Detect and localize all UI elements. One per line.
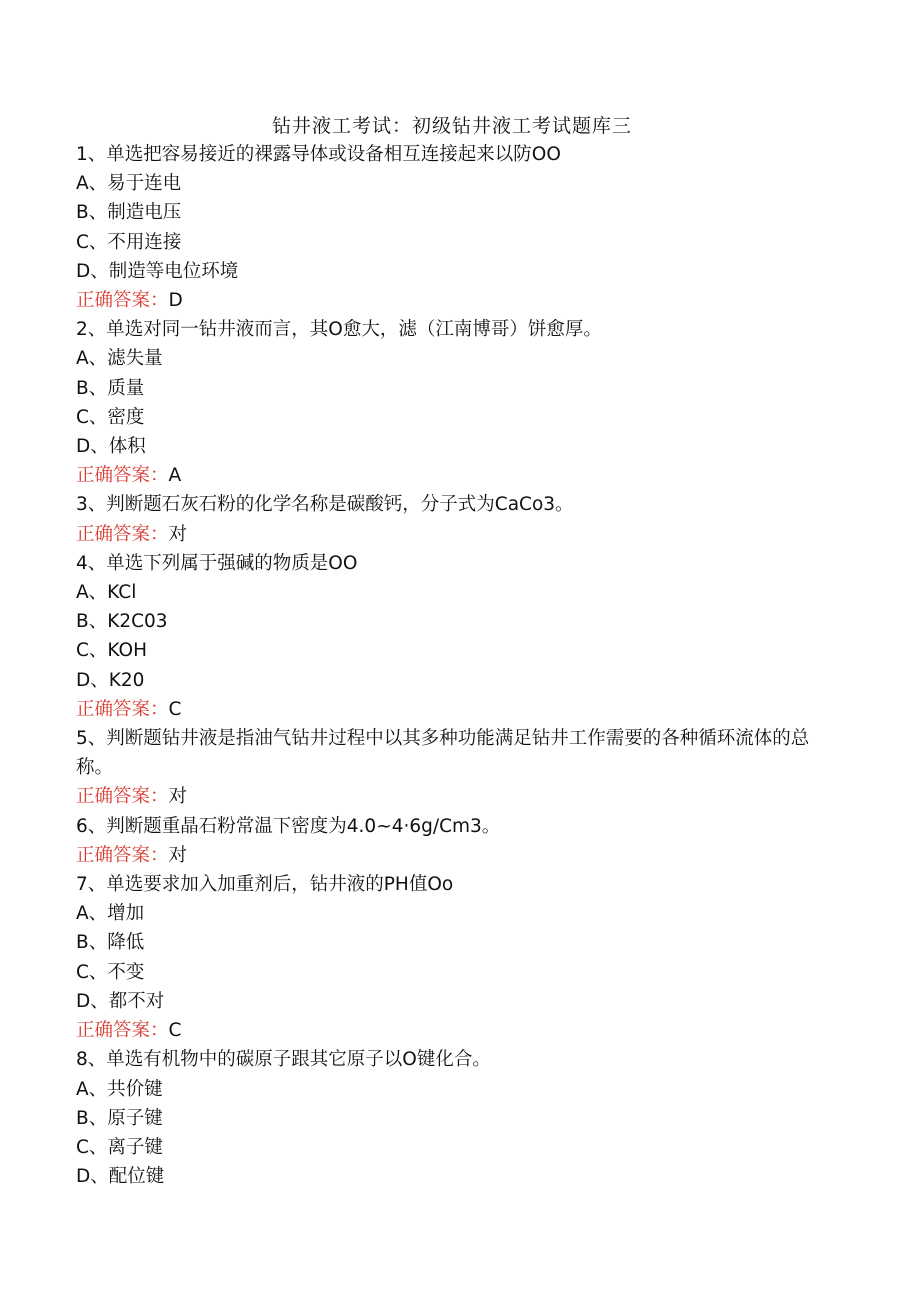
answer-label: 正确答案： — [76, 465, 169, 487]
question-stem: 4、单选下列属于强碱的物质是OO — [76, 552, 358, 574]
answer-line — [76, 1016, 836, 1045]
option: B、原子键 — [76, 1107, 163, 1129]
answer-label: 正确答案： — [76, 523, 169, 545]
question-stem: 1、单选把容易接近的裸露导体或设备相互连接起来以防OO — [76, 144, 561, 165]
answer-label: 正确答案： — [76, 786, 169, 808]
question-list — [76, 140, 836, 1191]
answer-value: 对 — [168, 786, 188, 808]
document-title: 钻井液工考试：初级钻井液工考试题库三 — [271, 115, 632, 137]
answer-value: C — [168, 1020, 182, 1042]
answer-label: 正确答案： — [76, 698, 169, 720]
option: C、KOH — [76, 640, 148, 662]
answer-label: 正确答案： — [76, 844, 169, 866]
option: B、质量 — [76, 377, 145, 399]
option: D、配位键 — [76, 1166, 165, 1188]
option: D、体积 — [76, 436, 146, 458]
answer-line — [76, 841, 836, 870]
answer-line — [76, 695, 836, 724]
answer-value: 对 — [168, 523, 188, 545]
option: D、制造等电位环境 — [76, 260, 239, 282]
answer-line — [76, 782, 836, 811]
question-stem: 7、单选要求加入加重剂后，钻井液的PH值Oo — [76, 874, 454, 896]
option: D、都不对 — [76, 990, 165, 1012]
option: C、密度 — [76, 406, 145, 428]
question-stem: 6、判断题重晶石粉常温下密度为4.0~4·6g/Cm3。 — [76, 815, 501, 837]
answer-line — [76, 286, 836, 315]
answer-value: C — [168, 698, 182, 720]
question-stem: 3、判断题石灰石粉的化学名称是碳酸钙，分子式为CaCo3。 — [76, 494, 574, 516]
option: B、降低 — [76, 932, 145, 954]
answer-value: D — [168, 290, 183, 312]
option: B、K2C03 — [76, 611, 168, 633]
option: C、不变 — [76, 961, 145, 983]
answer-line — [76, 520, 836, 549]
question-stem: 2、单选对同一钻井液而言，其O愈大，滤（江南博哥）饼愈厚。 — [76, 319, 602, 341]
option: A、增加 — [76, 903, 145, 925]
answer-label: 正确答案： — [76, 290, 169, 312]
option: D、K20 — [76, 669, 145, 691]
option: C、离子键 — [76, 1136, 163, 1158]
option: A、易于连电 — [76, 173, 182, 195]
question-stem: 5、判断题钻井液是指油气钻井过程中以其多种功能满足钻井工作需要的各种循环流体的总称。 — [76, 728, 810, 779]
answer-label: 正确答案： — [76, 1020, 169, 1042]
answer-value: A — [168, 465, 182, 487]
answer-value: 对 — [168, 844, 188, 866]
option: A、共价键 — [76, 1078, 163, 1100]
option: A、KCl — [76, 582, 137, 604]
answer-line — [76, 461, 836, 490]
question-stem: 8、单选有机物中的碳原子跟其它原子以O键化合。 — [76, 1049, 491, 1071]
option: A、滤失量 — [76, 348, 163, 370]
option: C、不用连接 — [76, 231, 182, 253]
option: B、制造电压 — [76, 202, 182, 224]
